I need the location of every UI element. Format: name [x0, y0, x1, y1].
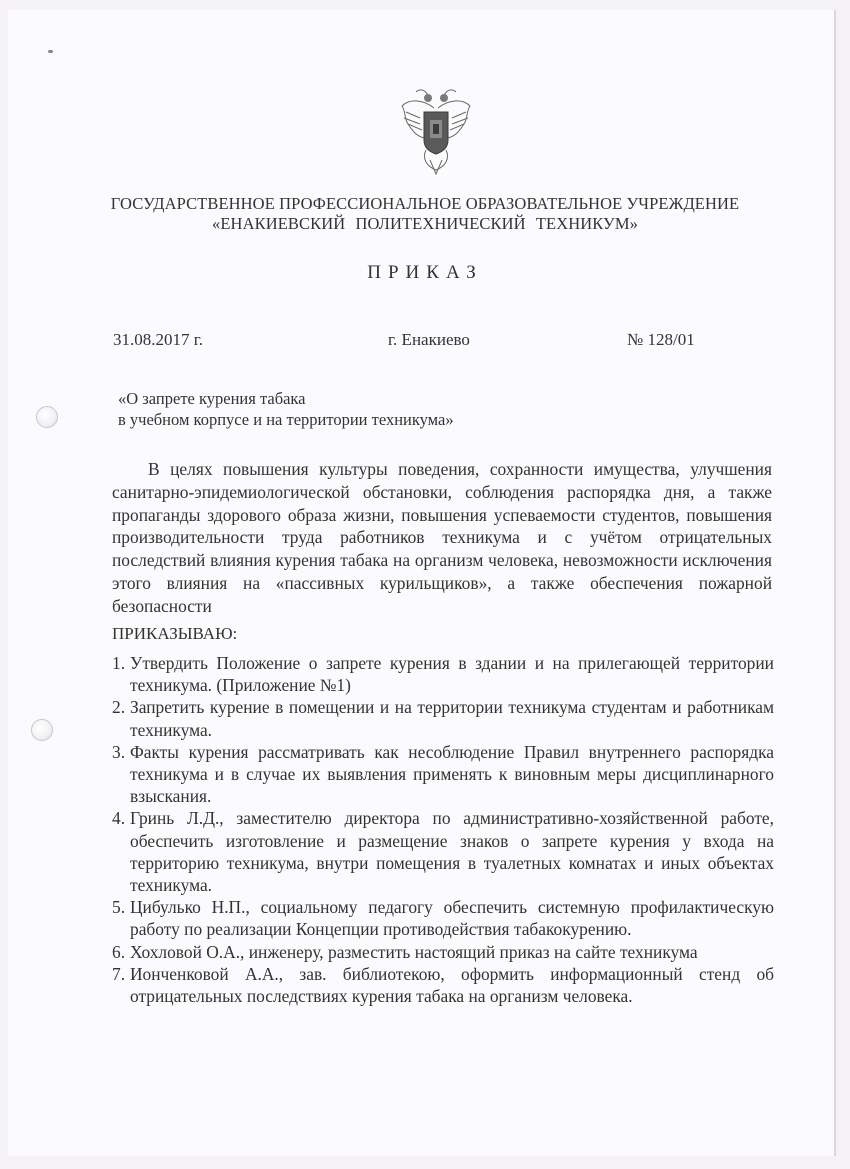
organization-subname: «ЕНАКИЕВСКИЙ ПОЛИТЕХНИЧЕСКИЙ ТЕХНИКУМ»: [212, 214, 638, 233]
order-item-text: Утвердить Положение о запрете курения в здании и на прилегающей территории техникума. (Приложение №1): [130, 653, 774, 696]
subject-line-2: в учебном корпусе и на территории техникума»: [118, 410, 454, 429]
order-item: [112, 963, 774, 1007]
order-item: [112, 652, 774, 696]
punch-hole-bottom: [31, 719, 53, 741]
order-item: [112, 941, 774, 963]
preamble-paragraph: В целях повышения культуры поведения, сохранности имущества, улучшения санитарно-эпидемиологической обстановки, соблюдения распорядка дня, а также пропаганды здорового образа жизни, повышения успеваемости студентов, повышения производительности труда работников техникума и с учётом отрицательных последствий влияния курения табака на организм человека, невозможности исключения этого влияния на «пассивных курильщиков», а также обеспечения пожарной безопасности: [112, 459, 772, 616]
order-item: [112, 696, 774, 740]
order-number: № 128/01: [627, 330, 695, 349]
order-city: г. Енакиево: [388, 330, 470, 349]
order-item-number: 5.: [112, 897, 126, 918]
organization-name: ГОСУДАРСТВЕННОЕ ПРОФЕССИОНАЛЬНОЕ ОБРАЗОВАТЕЛЬНОЕ УЧРЕЖДЕНИЕ: [110, 194, 740, 213]
order-subject: [118, 388, 454, 430]
order-item: [112, 741, 774, 808]
subject-line-1: «О запрете курения табака: [118, 389, 306, 408]
order-item-text: Цибулько Н.П., социальному педагогу обеспечить системную профилактическую работу по реализации Концепции противодействия табакокурению.: [130, 897, 774, 940]
order-item-number: 3.: [112, 741, 126, 762]
orders-label: ПРИКАЗЫВАЮ:: [112, 624, 238, 643]
order-item-number: 1.: [112, 653, 126, 673]
order-item: [112, 896, 774, 940]
order-item: [112, 807, 774, 896]
document-title: ПРИКАЗ: [367, 262, 483, 283]
order-item-text: Хохловой О.А., инженеру, разместить настоящий приказ на сайте техникума: [130, 941, 698, 962]
coat-of-arms-emblem-icon: [398, 78, 474, 178]
order-item-text: Запретить курение в помещении и на территории техникума студентам и работникам техникума.: [130, 697, 774, 740]
order-item-text: Ионченковой А.А., зав. библиотекою, оформить информационный стенд об отрицательных последствиях курения табака на организм человека.: [130, 963, 774, 1007]
scan-speck: [48, 50, 53, 53]
order-item-text: Гринь Л.Д., заместителю директора по административно-хозяйственной работе, обеспечить изготовление и размещение знаков о запрете курения у входа на территорию техникума, внутри помещения в туалетных комнатах и иных объектах техникума.: [130, 808, 774, 896]
punch-hole-top: [36, 406, 58, 428]
orders-list: [112, 652, 774, 1007]
order-item-number: 2.: [112, 697, 126, 718]
order-item-number: 4.: [112, 808, 126, 829]
order-item-text: Факты курения рассматривать как несоблюдение Правил внутреннего распорядка техникума и в случае их выявления применять к виновным меры дисциплинарного взыскания.: [130, 741, 774, 807]
order-date: 31.08.2017 г.: [113, 330, 204, 349]
order-item-number: 7.: [112, 963, 126, 984]
order-item-number: 6.: [112, 941, 126, 962]
